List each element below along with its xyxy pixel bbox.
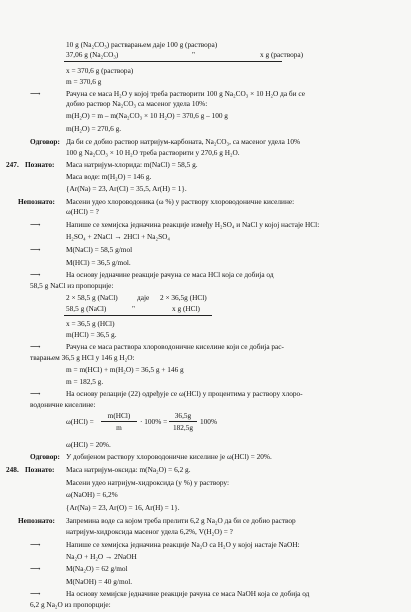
- proportion-rule: [64, 315, 212, 316]
- problem-number: 247.: [6, 160, 19, 169]
- proportion-line-2c: x g (HCl): [172, 304, 200, 313]
- molar-mass: M(HCl) = 36,5 g/mol.: [66, 258, 131, 267]
- unknown-text: ω(HCl) = ?: [66, 207, 99, 216]
- known-text: Маса натријум-хлорида: m(NaCl) = 58,5 g.: [66, 160, 198, 169]
- equation: m(H₂O) = 270,6 g.: [66, 124, 122, 133]
- fraction-numerator: 36,5g: [174, 411, 192, 420]
- proportion-line-2c: x g (раствора): [260, 50, 304, 59]
- fraction-numerator: m(HCl): [107, 411, 131, 420]
- arrow-icon: ⟶: [30, 342, 41, 351]
- proportion-line-1c: 2 × 36,5g (HCl): [160, 293, 207, 302]
- molar-mass: M(NaCl) = 58,5 g/mol: [66, 245, 133, 254]
- unknown-text: Запремина воде са којом треба прелити 6,2 g Na₂O да би се добио раствор: [66, 516, 296, 525]
- step-text: водоничне киселине:: [30, 400, 96, 409]
- arrow-icon: ⟶: [30, 589, 41, 598]
- answer-text: Да би се добио раствор натријум-карбоната, Na₂CO₃, са масеног удела 10%: [66, 137, 301, 146]
- arrow-icon: ⟶: [30, 540, 41, 549]
- equation: H₂SO₄ + 2NaCl → 2HCl + Na₂SO₄: [66, 232, 170, 241]
- result-line: x = 36,5 g (HCl): [66, 319, 115, 328]
- result-line: x = 370,6 g (раствора): [66, 66, 134, 75]
- arrow-icon: ⟶: [30, 270, 41, 279]
- arrow-icon: ⟶: [30, 220, 41, 229]
- molar-mass: M(NaOH) = 40 g/mol.: [66, 577, 133, 586]
- equation: m(H₂O) = m – m(Na₂CO₃ × 10 H₂O) = 370,6 g – 100 g: [66, 111, 228, 120]
- fraction-bar: [169, 421, 197, 422]
- fraction-denominator: m: [116, 423, 122, 432]
- unknown-label: Непознато:: [18, 197, 55, 206]
- proportion-line-1: 10 g (Na₂CO₃) растварањем даје 100 g (раствора): [66, 40, 218, 49]
- proportion-rule: [64, 61, 282, 62]
- ditto-mark: ": [132, 304, 135, 313]
- step-text: Рачуна се маса H₂O у којој треба растворити 100 g Na₂CO₃ × 10 H₂O да би се: [66, 89, 305, 98]
- equation: Na₂O + H₂O → 2NaOH: [66, 552, 137, 561]
- arrow-icon: ⟶: [30, 245, 41, 254]
- unknown-label: Непознато:: [18, 516, 55, 525]
- step-text: 6,2 g Na₂O из пропорције:: [30, 600, 111, 609]
- known-text: {Ar(Na) = 23, Ar(Cl) = 35,5, Ar(H) = 1}.: [66, 184, 187, 193]
- known-text: Масени удео натријум-хидроксида (y %) у раствору:: [66, 478, 229, 487]
- arrow-icon: ⟶: [30, 564, 41, 573]
- step-text: На основу хемијске једначине реакције рачуна се маса NaOH која се добија од: [66, 589, 310, 598]
- equation: m = m(HCl) + m(H₂O) = 36,5 g + 146 g: [66, 365, 184, 374]
- answer-text: У добијеном раствору хлороводоничне киселине је ω(HCl) = 20%.: [66, 452, 272, 461]
- molar-mass: M(Na₂O) = 62 g/mol: [66, 564, 128, 573]
- unknown-text: Масени удео хлороводоника (ω %) у раствору хлороводоничне киселине:: [66, 197, 295, 206]
- fraction-bar: [101, 421, 137, 422]
- equation: m = 182,5 g.: [66, 377, 104, 386]
- step-text: Напише се хемијска једначина реакције између H₂SO₄ и NaCl у којој настаје HCl:: [66, 220, 320, 229]
- known-text: Маса натријум-оксида: m(Na₂O) = 6,2 g.: [66, 465, 191, 474]
- step-text: добио раствор Na₂CO₃ са масеног удела 10%:: [66, 99, 208, 108]
- proportion-line-2a: 58,5 g (NaCl): [66, 304, 107, 313]
- step-text: 58,5 g NaCl из пропорције:: [30, 281, 114, 290]
- step-text: На основу релације (22) одређује се ω(HCl) у процентима у раствору хлоро-: [66, 389, 303, 398]
- arrow-icon: ⟶: [30, 389, 41, 398]
- result-mass: m = 370,6 g: [66, 77, 102, 86]
- known-text: ω(NaOH) = 6,2%: [66, 490, 118, 499]
- step-text: Напише се хемијска једначина реакције Na₂O са H₂O у којој настаје NaOH:: [66, 540, 300, 549]
- fraction-denominator: 182,5g: [172, 423, 194, 432]
- step-text: Рачуна се маса раствора хлороводоничне киселине који се добија рас-: [66, 342, 284, 351]
- known-text: {Ar(Na) = 23, Ar(O) = 16, Ar(H) = 1}.: [66, 503, 180, 512]
- answer-label: Одговор:: [30, 452, 60, 461]
- step-text: тварањем 36,5 g HCl у 146 g H₂O:: [30, 353, 135, 362]
- formula-end: 100%: [200, 417, 218, 426]
- answer-label: Одговор:: [30, 137, 60, 146]
- step-text: На основу једначине реакције рачуна се маса HCl која се добија од: [66, 270, 274, 279]
- proportion-line-1b: даје: [137, 293, 150, 302]
- result-mass: m(HCl) = 36,5 g.: [66, 330, 117, 339]
- ditto-mark: ": [192, 50, 195, 59]
- problem-number: 248.: [6, 465, 19, 474]
- formula-mid: · 100% =: [140, 417, 168, 426]
- known-text: Маса воде: m(H₂O) = 146 g.: [66, 172, 152, 181]
- formula-lhs: ω(HCl) =: [66, 417, 94, 426]
- known-label: Познато:: [25, 160, 55, 169]
- unknown-text: натријум-хидроксида масеног удела 6,2%, V(H₂O) = ?: [66, 527, 233, 536]
- proportion-line-2a: 37,06 g (Na₂CO₃): [66, 50, 119, 59]
- arrow-icon: ⟶: [30, 89, 41, 98]
- known-label: Познато:: [25, 465, 55, 474]
- proportion-line-1a: 2 × 58,5 g (NaCl): [66, 293, 118, 302]
- result-line: ω(HCl) = 20%.: [66, 440, 111, 449]
- answer-text: 100 g Na₂CO₃ × 10 H₂O треба растворити у 270,6 g H₂O.: [66, 148, 240, 157]
